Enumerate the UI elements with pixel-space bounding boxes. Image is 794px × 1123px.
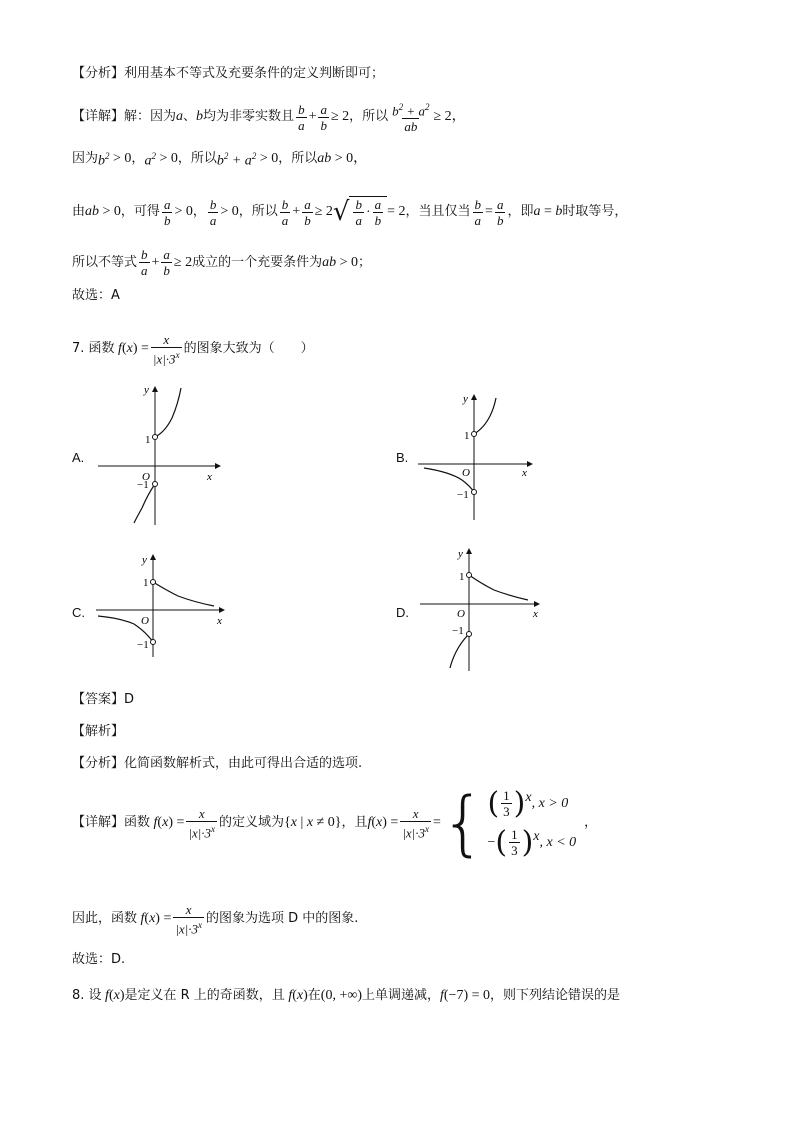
analysis-text: 利用基本不等式及充要条件的定义判断即可；	[124, 66, 385, 81]
text: ，所以	[278, 150, 318, 166]
origin-label: O	[142, 471, 150, 483]
q7-stem: 7. 函数 f ( x ) = $\frac{x}{|x|\cdot 3^x}$ 的图象大致为（ ）	[72, 332, 314, 367]
y-axis-label: y	[463, 393, 468, 405]
math: $b^2 + a^2$	[216, 151, 257, 169]
text: 在	[307, 988, 321, 1003]
text: ，可得	[120, 204, 160, 219]
x-axis-label: x	[217, 615, 222, 627]
x-axis-label: x	[522, 467, 527, 479]
math: $a^2$	[144, 151, 156, 169]
text: 因此，函数	[72, 911, 138, 927]
text: ，且	[341, 815, 368, 830]
case-condition: , x > 0	[531, 795, 569, 811]
q7-answer-line	[72, 690, 134, 710]
q7-parse-tag: 【解析】	[72, 724, 125, 739]
q6-choice: 故选：A	[72, 288, 120, 303]
analysis-text: 化简函数解析式，由此可得出合适的选项.	[124, 756, 363, 771]
text: 函数	[124, 815, 151, 830]
detail-tag: 【详解】	[72, 109, 125, 125]
text: ，即	[507, 204, 534, 219]
text: 所以不等式	[72, 254, 138, 270]
fraction-function: $\frac{x}{|x|\cdot 3^x}$	[152, 332, 180, 367]
graph-option-d[interactable]	[416, 546, 556, 676]
y-axis-label: y	[458, 548, 463, 560]
q8-stem: 8. 设 f ( x ) 是定义在 R 上的奇函数，且 f ( x ) 在 (0, +∞) 上单调递减， f (−7) = 0 ，则下列结论错误的是	[72, 986, 620, 1006]
fraction-a-over-b: $\frac{a}{b}$	[320, 101, 327, 133]
text: 时取等号，	[562, 204, 628, 219]
option-b-label[interactable]: B.	[396, 450, 409, 465]
text: 均为非零实数且	[203, 109, 295, 125]
text: 的定义域为	[219, 815, 285, 830]
case-negative: − ( $\frac{1}{3}$ ) x , x < 0	[487, 824, 577, 860]
text: ，	[584, 815, 598, 830]
text: ，	[192, 204, 206, 219]
answer-value: D	[124, 692, 135, 707]
text: 的图象为选项 D 中的图象.	[206, 911, 359, 927]
x-axis-label: x	[207, 471, 212, 483]
q6-detail-line-1: 【详解】 解：因为 a 、 b 均为非零实数且 $\frac{b}{a}$ + $\frac{a}{b}$ ≥ 2 ，所以 $\frac{b^2 + a^2}{ab}$ ≥ 2，	[72, 101, 466, 135]
analysis-tag: 【分析】	[72, 66, 125, 81]
math: $b^2$	[98, 151, 110, 169]
text: ；	[358, 254, 372, 270]
q6-analysis-line	[72, 64, 384, 84]
math-b: b	[196, 109, 204, 125]
text: 8. 设	[72, 988, 102, 1003]
text: ，所以	[177, 150, 217, 166]
text: ，则下列结论错误的是	[490, 988, 621, 1003]
math: ab	[317, 150, 332, 166]
graph-option-b[interactable]	[412, 388, 552, 528]
text: ，所以	[238, 204, 278, 219]
text: 上单调递减，	[361, 988, 440, 1003]
answer-tag: 【答案】	[72, 692, 125, 707]
math-a: a	[176, 109, 184, 125]
text: 的图象大致为（ ）	[183, 341, 314, 357]
tick-label-neg-one: −1	[137, 639, 149, 651]
q7-choice: 故选：D.	[72, 952, 126, 967]
q7-analysis-line	[72, 754, 362, 774]
q6-detail-line-2: 因为 $b^2$ > 0 ， $a^2$ > 0 ，所以 $b^2 + a^2$ > 0 ，所以 ab > 0，	[72, 146, 367, 172]
option-c-label[interactable]: C.	[72, 605, 85, 620]
detail-tag: 【详解】	[72, 815, 125, 830]
tick-label-one: 1	[464, 430, 470, 442]
case-condition: , x < 0	[539, 834, 577, 850]
tick-label-neg-one: −1	[452, 625, 464, 637]
text: 、	[183, 109, 197, 125]
q6-detail-line-3: 由 ab > 0 ，可得 $\frac{a}{b}$ > 0 ， $\frac{b}{a}$ > 0 ，所以 $\frac{b}{a}$ + $\frac{a}{b}$ ≥ 2 √ $\frac{b}{a}$ · $\frac{a}{b}$ = 2 ，当且仅当 $\frac{b}{a}$ = $\frac{a}{b}$ ，即 a = b 时取等号，	[72, 196, 628, 228]
text: ，	[131, 150, 145, 166]
text: 解：因为	[124, 109, 177, 125]
option-d-label[interactable]: D.	[396, 605, 409, 620]
q7-detail-line: 【详解】 函数 f ( x ) = $\frac{x}{|x|\cdot 3^x}$ 的定义域为 { x | x ≠ 0} ，且 f ( x ) = $\frac{x}{|x|\cdot 3^x}$ = { ( $\frac{1}{3}$ ) x , x > 0 − ( $\frac{1}{3}$ ) x , x < 0 ，	[72, 782, 598, 864]
case-positive: ( $\frac{1}{3}$ ) x , x > 0	[487, 785, 569, 821]
tick-label-one: 1	[459, 571, 465, 583]
piecewise-definition: { ( $\frac{1}{3}$ ) x , x > 0 − ( $\frac{1}{3}$ ) x , x < 0	[440, 782, 577, 864]
text: 7. 函数	[72, 341, 115, 357]
text: 因为	[72, 150, 99, 166]
tick-label-neg-one: −1	[457, 489, 469, 501]
origin-label: O	[462, 467, 470, 479]
origin-label: O	[457, 608, 465, 620]
text: ，当且仅当	[405, 204, 471, 219]
fraction-b-over-a: $\frac{b}{a}$	[298, 101, 305, 133]
text: 由	[72, 204, 86, 219]
origin-label: O	[141, 615, 149, 627]
x-axis-label: x	[533, 608, 538, 620]
q7-conclusion: 因此，函数 f ( x ) = $\frac{x}{|x|\cdot 3^x}$ 的图象为选项 D 中的图象.	[72, 902, 359, 937]
y-axis-label: y	[142, 554, 147, 566]
text: 成立的一个充要条件为	[192, 254, 323, 270]
analysis-tag: 【分析】	[72, 756, 125, 771]
tick-label-one: 1	[143, 577, 149, 589]
y-axis-label: y	[144, 384, 149, 396]
tick-label-neg-one: −1	[137, 479, 149, 491]
tick-label-one: 1	[145, 434, 151, 446]
sqrt-expression: √ $\frac{b}{a}$ · $\frac{a}{b}$	[333, 196, 387, 228]
graph-option-c[interactable]	[94, 552, 234, 662]
graph-option-a[interactable]	[90, 380, 230, 530]
fraction-b2a2-over-ab: $\frac{b^2 + a^2}{ab}$	[392, 102, 430, 135]
text: 是定义在 R 上的奇函数，且	[124, 988, 285, 1003]
q6-detail-line-4: 所以不等式 $\frac{b}{a}$ + $\frac{a}{b}$ ≥ 2 成立的一个充要条件为 ab > 0 ；	[72, 247, 372, 278]
text: ，所以	[349, 109, 389, 125]
option-a-label[interactable]: A.	[72, 450, 85, 465]
